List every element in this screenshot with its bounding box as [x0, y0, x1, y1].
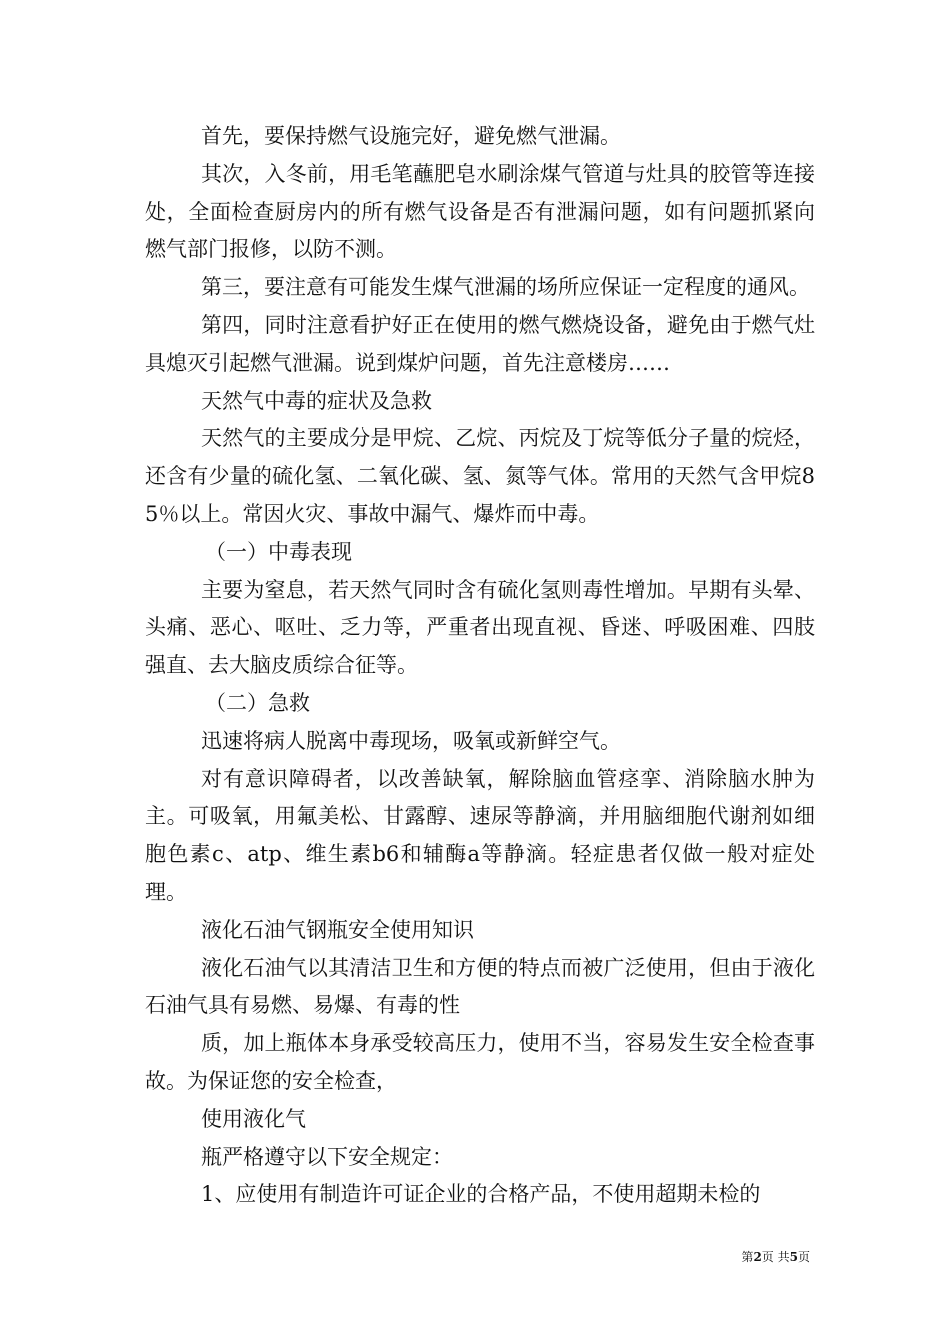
subheading-first-aid: （二）急救 [205, 690, 310, 715]
footer-total-pages: 5 [789, 1250, 798, 1264]
paragraph-symptoms: 主要为窒息，若天然气同时含有硫化氢则毒性增加。早期有头晕、头痛、恶心、呕吐、乏力等，严重者出现直视、昏迷、呼吸困难、四肢强直、去大脑皮质综合征等。 [145, 577, 815, 678]
paragraph-lpg-intro: 液化石油气以其清洁卫生和方便的特点而被广泛使用，但由于液化石油气具有易燃、易爆、有毒的性 [145, 955, 815, 1018]
paragraph-safety-rules-intro: 瓶严格遵守以下安全规定： [201, 1144, 453, 1169]
section-heading-lpg-cylinder: 液化石油气钢瓶安全使用知识 [201, 917, 474, 942]
footer-middle: 页 共 [761, 1250, 790, 1264]
paragraph-ventilation: 第三，要注意有可能发生煤气泄漏的场所应保证一定程度的通风。 [201, 275, 810, 300]
paragraph-watch-equipment: 第四，同时注意看护好正在使用的燃气燃烧设备，避免由于燃气灶具熄灭引起燃气泄漏。说到煤炉问题，首先注意楼房…… [145, 312, 815, 375]
footer-current-page: 2 [753, 1250, 762, 1264]
paragraph-lpg-pressure: 质，加上瓶体本身承受较高压力，使用不当，容易发生安全检查事故。为保证您的安全检查， [145, 1031, 815, 1093]
paragraph-treatment: 对有意识障碍者，以改善缺氧，解除脑血管痉挛、消除脑水肿为主。可吸氧，用氟美松、甘露醇、速尿等静滴，并用脑细胞代谢剂如细胞色素c、atp、维生素b6和辅酶a等静滴。轻症患者仅做一般对症处理。 [145, 766, 815, 904]
page-footer [700, 1249, 810, 1265]
paragraph-gas-facilities: 首先，要保持燃气设施完好，避免燃气泄漏。 [201, 124, 621, 148]
footer-suffix: 页 [797, 1250, 810, 1264]
section-heading-natural-gas-poisoning: 天然气中毒的症状及急救 [201, 388, 432, 413]
paragraph-natural-gas-composition: 天然气的主要成分是甲烷、乙烷、丙烷及丁烷等低分子量的烷烃，还含有少量的硫化氢、二氧化碳、氢、氮等气体。常用的天然气含甲烷85％以上。常因火灾、事故中漏气、爆炸而中毒。 [145, 426, 815, 526]
paragraph-remove-from-scene: 迅速将病人脱离中毒现场，吸氧或新鲜空气。 [201, 728, 621, 753]
paragraph-winter-check: 其次，入冬前，用毛笔蘸肥皂水刷涂煤气管道与灶具的胶管等连接处，全面检查厨房内的所有燃气设备是否有泄漏问题，如有问题抓紧向燃气部门报修，以防不测。 [145, 161, 815, 262]
footer-prefix: 第 [741, 1250, 754, 1264]
paragraph-rule-1: 1、应使用有制造许可证企业的合格产品，不使用超期未检的 [201, 1182, 761, 1207]
subheading-symptoms: （一）中毒表现 [205, 539, 352, 564]
paragraph-use-lpg: 使用液化气 [201, 1106, 306, 1131]
document-body [145, 118, 815, 1214]
